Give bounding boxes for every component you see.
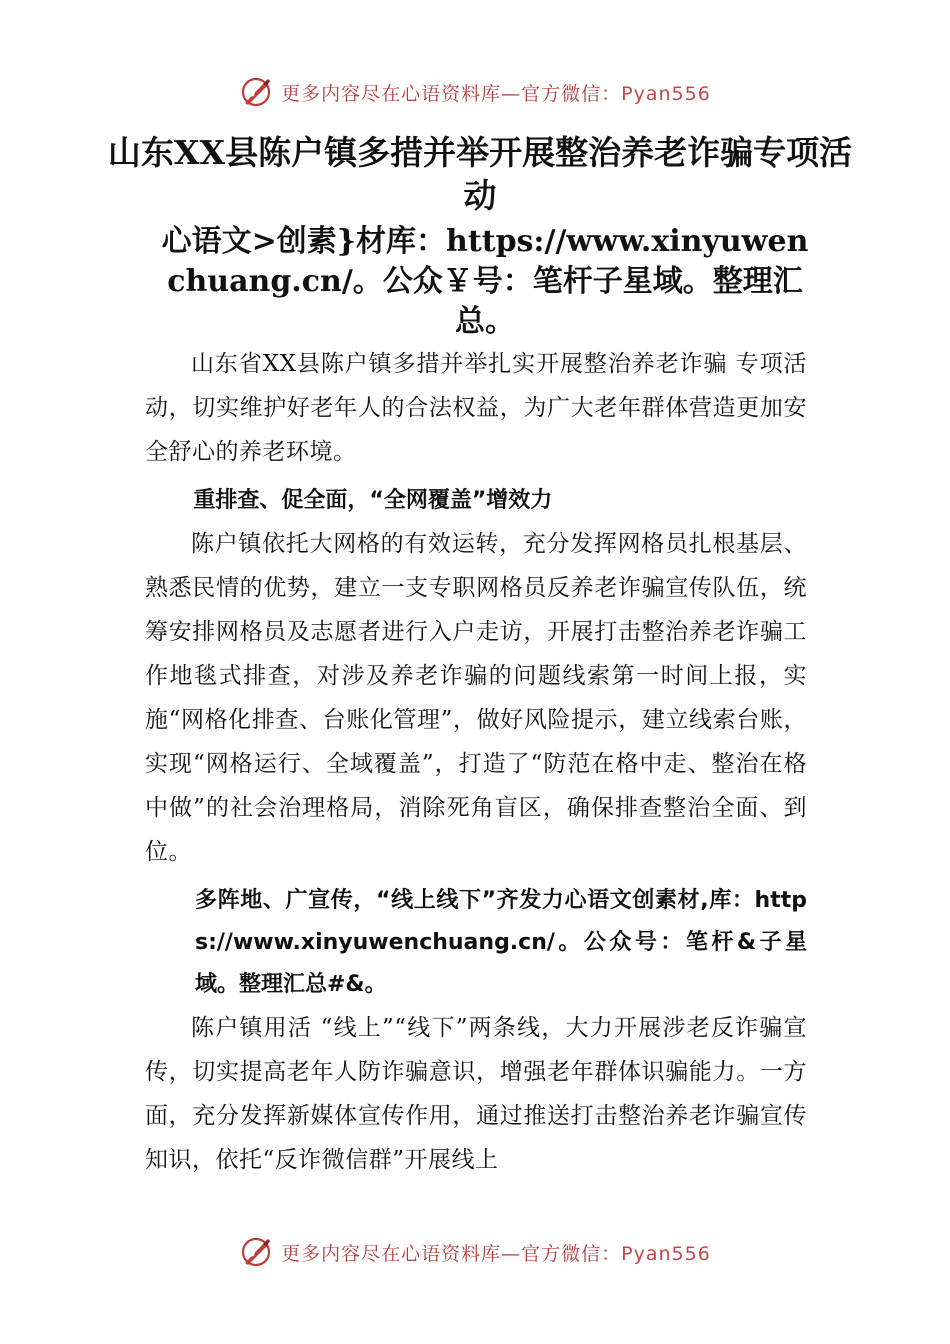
section-heading: 多阵地、广宣传，“线上线下”齐发力心语文创素材,库：https://www.xinyuwenchuang.cn/。公众号：笔杆&子星域。整理汇总#&。	[195, 888, 807, 997]
watermark-text: 更多内容尽在心语资料库—官方微信：Pyan556	[281, 82, 711, 105]
footer-watermark	[0, 1232, 950, 1272]
article-body	[145, 342, 807, 1182]
wechat-id: Pyan556	[621, 82, 711, 105]
section-paragraph: 陈户镇依托大网格的有效运转，充分发挥网格员扎根基层、熟悉民情的优势，建立一支专职网格员反养老诈骗宣传队伍，统筹安排网格员及志愿者进行入户走访，开展打击整治养老诈骗工作地毯式排查，对涉及养老诈骗的问题线索第一时间上报，实施“网格化排查、台账化管理”，做好风险提示，建立线索台账，实现“网格运行、全域覆盖”，打造了“防范在格中走、整治在格中做”的社会治理格局，消除死角盲区，确保排查整治全面、到位。	[145, 531, 807, 865]
section-paragraph: 陈户镇用活 “线上”“线下”两条线，大力开展涉老反诈骗宣传，切实提高老年人防诈骗意识，增强老年群体识骗能力。一方面，充分发挥新媒体宣传作用，通过推送打击整治养老诈骗宣传知识，依托“反诈微信群”开展线上	[145, 1015, 807, 1173]
section-heading: 重排查、促全面，“全网覆盖”增效力	[193, 488, 553, 513]
wechat-id: Pyan556	[621, 1242, 711, 1265]
page-title: 山东XX县陈户镇多措并举开展整治养老诈骗专项活动	[107, 133, 853, 215]
red-pen-logo-icon	[239, 75, 273, 109]
intro-paragraph: 山东省XX县陈户镇多措并举扎实开展整治养老诈骗 专项活动，切实维护好老年人的合法权益，为广大老年群体营造更加安全舒心的养老环境。	[145, 351, 807, 465]
header-watermark	[0, 72, 950, 112]
red-pen-logo-icon	[239, 1235, 273, 1269]
source-note: 心语文>创素}材库：https://www.xinyuwenchuang.cn/。公众￥号：笔杆子星域。整理汇总。	[161, 224, 809, 339]
watermark-text: 更多内容尽在心语资料库—官方微信：Pyan556	[281, 1242, 711, 1265]
